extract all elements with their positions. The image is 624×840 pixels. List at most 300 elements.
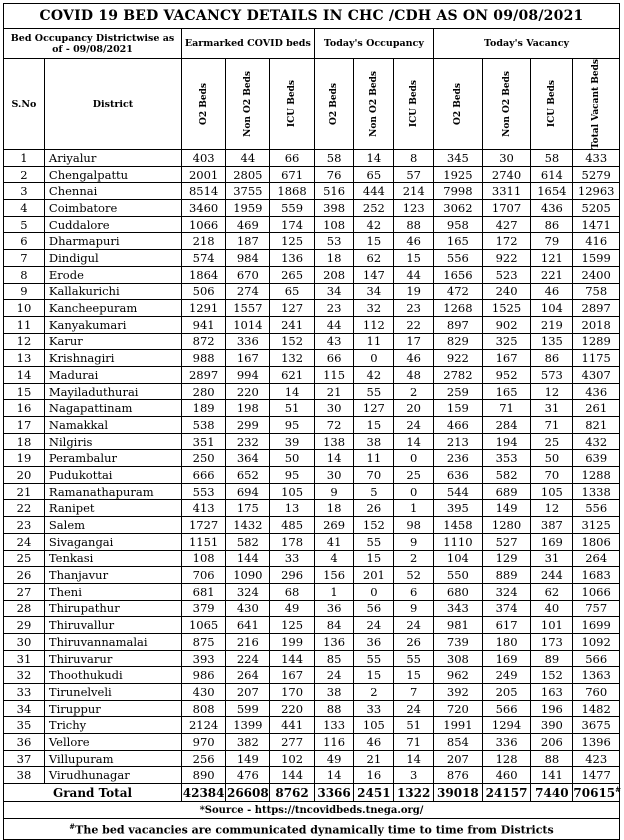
- earmarked-o2-cell: 2897: [182, 366, 226, 383]
- vacancy-icu-cell: 219: [531, 316, 573, 333]
- occupancy-non-o2-cell: 33: [354, 700, 394, 717]
- vacancy-o2-cell: 308: [434, 650, 483, 667]
- vacancy-non-o2-cell: 1525: [482, 300, 531, 317]
- occupancy-non-o2-cell: 15: [354, 233, 394, 250]
- earmarked-o2-cell: 970: [182, 734, 226, 751]
- total-vacant-cell: 1066: [573, 583, 620, 600]
- total-vacant-header: Total Vacant Beds: [591, 59, 602, 150]
- vacancy-non-o2-cell: 566: [482, 700, 531, 717]
- district-cell: Chengalpattu: [44, 166, 181, 183]
- earmarked-icu-cell: 95: [270, 417, 314, 434]
- sno-cell: 16: [4, 400, 45, 417]
- vacancy-icu-cell: 1654: [531, 183, 573, 200]
- total-vacant-cell: 1092: [573, 633, 620, 650]
- district-header: District: [44, 59, 181, 150]
- vacancy-o2-cell: 207: [434, 750, 483, 767]
- vacancy-o2-cell: 1458: [434, 517, 483, 534]
- earmarked-non-o2-cell: 582: [226, 533, 270, 550]
- table-row: [4, 717, 620, 734]
- occupancy-non-o2-cell: 32: [354, 300, 394, 317]
- occupancy-icu-cell: 20: [394, 400, 434, 417]
- vacancy-icu-cell: 50: [531, 450, 573, 467]
- occupancy-non-o2-cell: 21: [354, 750, 394, 767]
- sno-cell: 8: [4, 266, 45, 283]
- earmarked-icu-cell: 144: [270, 650, 314, 667]
- district-cell: Vellore: [44, 734, 181, 751]
- occupancy-o2-cell: 30: [314, 400, 354, 417]
- earmarked-non-o2-cell: 984: [226, 250, 270, 267]
- occupancy-non-o2-cell: 38: [354, 433, 394, 450]
- vacancy-o2-cell: 1268: [434, 300, 483, 317]
- occupancy-icu-cell: 1: [394, 500, 434, 517]
- total-vacant-cell: 1289: [573, 333, 620, 350]
- earmarked-non-o2-cell: 382: [226, 734, 270, 751]
- occupancy-o2-cell: 43: [314, 333, 354, 350]
- occupancy-o2-cell: 24: [314, 667, 354, 684]
- vacancy-icu-cell: 163: [531, 684, 573, 701]
- total-vacant-cell: 2897: [573, 300, 620, 317]
- total-vacant-cell: 5279: [573, 166, 620, 183]
- vacancy-icu-cell: 58: [531, 150, 573, 167]
- earmarked-o2-cell: 393: [182, 650, 226, 667]
- sno-cell: 18: [4, 433, 45, 450]
- occupancy-non-o2-cell: 26: [354, 500, 394, 517]
- earmarked-icu-cell: 144: [270, 767, 314, 784]
- grand-total-label: Grand Total: [4, 784, 182, 802]
- vacancy-icu-cell: 62: [531, 583, 573, 600]
- occupancy-o2-cell: 85: [314, 650, 354, 667]
- earmarked-o2-cell: 218: [182, 233, 226, 250]
- sno-cell: 30: [4, 633, 45, 650]
- district-cell: Thoothukudi: [44, 667, 181, 684]
- table-row: [4, 366, 620, 383]
- earmarked-o2-cell: 2001: [182, 166, 226, 183]
- footnote-mark: #: [69, 821, 76, 831]
- vacancy-o2-cell: 556: [434, 250, 483, 267]
- occupancy-o2-cell: 398: [314, 200, 354, 217]
- vacancy-icu-cell: 387: [531, 517, 573, 534]
- bed-vacancy-sheet: [3, 3, 620, 840]
- occupancy-o2-cell: 44: [314, 316, 354, 333]
- earmarked-non-o2-cell: 1399: [226, 717, 270, 734]
- district-cell: Pudukottai: [44, 467, 181, 484]
- earmarked-icu-cell: 132: [270, 350, 314, 367]
- earmarked-o2-cell: 3460: [182, 200, 226, 217]
- occupancy-non-o2-cell: 42: [354, 216, 394, 233]
- occupancy-o2-cell: 1: [314, 583, 354, 600]
- district-cell: Ariyalur: [44, 150, 181, 167]
- sno-cell: 14: [4, 366, 45, 383]
- earmarked-non-o2-cell: 336: [226, 333, 270, 350]
- vacancy-icu-cell: 121: [531, 250, 573, 267]
- district-cell: Chennai: [44, 183, 181, 200]
- earmarked-o2-cell: 681: [182, 583, 226, 600]
- vacancy-icu-cell: 86: [531, 216, 573, 233]
- occupancy-non-o2-cell: 0: [354, 583, 394, 600]
- occupancy-o2-cell: 88: [314, 700, 354, 717]
- vacancy-o2-cell: 958: [434, 216, 483, 233]
- earmarked-o2-cell: 351: [182, 433, 226, 450]
- sno-cell: 5: [4, 216, 45, 233]
- vacancy-icu-cell: 221: [531, 266, 573, 283]
- earmarked-o2-cell: 875: [182, 633, 226, 650]
- table-row: [4, 150, 620, 167]
- earmarked-non-o2-cell: 198: [226, 400, 270, 417]
- earmarked-icu-cell: 33: [270, 550, 314, 567]
- vacancy-non-o2-cell: 689: [482, 483, 531, 500]
- total-vacant-cell: 3125: [573, 517, 620, 534]
- sno-cell: 13: [4, 350, 45, 367]
- occupancy-o2-cell: 36: [314, 600, 354, 617]
- occupancy-non-o2-cell: 34: [354, 283, 394, 300]
- earmarked-icu-cell: 174: [270, 216, 314, 233]
- sno-cell: 32: [4, 667, 45, 684]
- earmarked-o2-cell: 250: [182, 450, 226, 467]
- total-cell: 2451: [354, 784, 394, 802]
- earmarked-icu-cell: 671: [270, 166, 314, 183]
- earmarked-non-o2-cell: 274: [226, 283, 270, 300]
- earmarked-icu-cell: 66: [270, 150, 314, 167]
- earmarked-icu-cell: 277: [270, 734, 314, 751]
- table-row: [4, 350, 620, 367]
- vacancy-icu-cell: 12: [531, 500, 573, 517]
- earmarked-non-o2-cell: 476: [226, 767, 270, 784]
- earmarked-icu-cell: 485: [270, 517, 314, 534]
- table-row: [4, 417, 620, 434]
- occupancy-icu-cell: 9: [394, 600, 434, 617]
- table-row: [4, 383, 620, 400]
- occupancy-o2-cell: 18: [314, 500, 354, 517]
- earmarked-icu-cell: 199: [270, 633, 314, 650]
- sno-cell: 29: [4, 617, 45, 634]
- earmarked-icu-cell: 167: [270, 667, 314, 684]
- total-cell: 39018: [434, 784, 483, 802]
- vacancy-non-o2-cell: 240: [482, 283, 531, 300]
- table-row: [4, 650, 620, 667]
- vacancy-icu-cell: 436: [531, 200, 573, 217]
- vacancy-non-o2-cell: 374: [482, 600, 531, 617]
- district-cell: Thiruvallur: [44, 617, 181, 634]
- total-vacant-cell: 1477: [573, 767, 620, 784]
- vacancy-non-o2-cell: 71: [482, 400, 531, 417]
- district-cell: Krishnagiri: [44, 350, 181, 367]
- vacancy-o2-cell: 236: [434, 450, 483, 467]
- district-cell: Karur: [44, 333, 181, 350]
- vacancy-icu-cell: 173: [531, 633, 573, 650]
- earmarked-icu-cell: 1868: [270, 183, 314, 200]
- vacancy-o2-cell: 466: [434, 417, 483, 434]
- table-row: [4, 316, 620, 333]
- occupancy-o2-cell: 41: [314, 533, 354, 550]
- total-cell: 7440: [531, 784, 573, 802]
- vacancy-non-o2-cell: 582: [482, 467, 531, 484]
- occupancy-icu-cell: 25: [394, 467, 434, 484]
- earmarked-icu-cell: 102: [270, 750, 314, 767]
- occupancy-icu-cell: 3: [394, 767, 434, 784]
- vacancy-o2-cell: 159: [434, 400, 483, 417]
- total-cell: [573, 784, 620, 802]
- earmarked-non-o2-cell: 3755: [226, 183, 270, 200]
- occupancy-o2-cell: 21: [314, 383, 354, 400]
- vacancy-icu-cell: 101: [531, 617, 573, 634]
- district-cell: Thirupathur: [44, 600, 181, 617]
- vacancy-non-o2-cell: 249: [482, 667, 531, 684]
- occupancy-non-o2-cell: 15: [354, 667, 394, 684]
- vacancy-o2-cell: 1925: [434, 166, 483, 183]
- vacancy-o2-cell: 829: [434, 333, 483, 350]
- total-footnote-mark: #: [615, 785, 622, 795]
- total-vacant-cell: 436: [573, 383, 620, 400]
- vacancy-o2-cell: 550: [434, 567, 483, 584]
- earmarked-icu-cell: 14: [270, 383, 314, 400]
- earmarked-non-o2-cell: 44: [226, 150, 270, 167]
- occupancy-o2-cell: 9: [314, 483, 354, 500]
- total-cell: 42384: [182, 785, 225, 800]
- earmarked-o2-cell: 872: [182, 333, 226, 350]
- occupancy-o2-cell: 138: [314, 433, 354, 450]
- earmarked-o2-cell: 108: [182, 550, 226, 567]
- earmarked-icu-cell: 296: [270, 567, 314, 584]
- occupancy-icu-cell: 46: [394, 350, 434, 367]
- vacancy-o2-cell: 876: [434, 767, 483, 784]
- earmarked-o2-cell: 2124: [182, 717, 226, 734]
- sno-cell: 6: [4, 233, 45, 250]
- sno-cell: 23: [4, 517, 45, 534]
- district-cell: Theni: [44, 583, 181, 600]
- occupancy-icu-header: ICU Beds: [408, 80, 419, 128]
- district-cell: Nilgiris: [44, 433, 181, 450]
- vacancy-o2-cell: 854: [434, 734, 483, 751]
- district-cell: Ramanathapuram: [44, 483, 181, 500]
- vacancy-o2-cell: 7998: [434, 183, 483, 200]
- total-vacant-cell: 1175: [573, 350, 620, 367]
- district-cell: Erode: [44, 266, 181, 283]
- earmarked-non-o2-cell: 1432: [226, 517, 270, 534]
- occupancy-o2-cell: 23: [314, 300, 354, 317]
- vacancy-non-o2-header: Non O2 Beds: [501, 71, 512, 137]
- vacancy-o2-cell: 636: [434, 467, 483, 484]
- earmarked-o2-cell: 403: [182, 150, 226, 167]
- vacancy-icu-cell: 135: [531, 333, 573, 350]
- table-row: [4, 667, 620, 684]
- district-cell: Kanyakumari: [44, 316, 181, 333]
- grand-total-row: [4, 784, 620, 802]
- occupancy-icu-cell: 98: [394, 517, 434, 534]
- earmarked-non-o2-cell: 216: [226, 633, 270, 650]
- earmarked-o2-cell: 379: [182, 600, 226, 617]
- occupancy-o2-cell: 116: [314, 734, 354, 751]
- occupancy-non-o2-cell: 24: [354, 617, 394, 634]
- table-row: [4, 166, 620, 183]
- occupancy-non-o2-header: Non O2 Beds: [368, 71, 379, 137]
- total-vacant-cell: 433: [573, 150, 620, 167]
- vacancy-non-o2-cell: 952: [482, 366, 531, 383]
- earmarked-o2-cell: 553: [182, 483, 226, 500]
- todays-occupancy-header: Today's Occupancy: [314, 29, 433, 59]
- vacancy-non-o2-cell: 1707: [482, 200, 531, 217]
- occupancy-icu-cell: 14: [394, 750, 434, 767]
- occupancy-o2-cell: 156: [314, 567, 354, 584]
- occupancy-o2-cell: 66: [314, 350, 354, 367]
- occupancy-icu-cell: 15: [394, 667, 434, 684]
- vacancy-non-o2-cell: 167: [482, 350, 531, 367]
- occupancy-o2-cell: 133: [314, 717, 354, 734]
- occupancy-non-o2-cell: 112: [354, 316, 394, 333]
- earmarked-non-o2-cell: 149: [226, 750, 270, 767]
- total-vacant-cell: 3675: [573, 717, 620, 734]
- table-row: [4, 266, 620, 283]
- occupancy-icu-cell: 0: [394, 483, 434, 500]
- total-cell: 24157: [482, 784, 531, 802]
- occupancy-non-o2-cell: 2: [354, 684, 394, 701]
- occupancy-icu-cell: 2: [394, 550, 434, 567]
- occupancy-non-o2-cell: 147: [354, 266, 394, 283]
- total-vacant-cell: 1471: [573, 216, 620, 233]
- vacancy-icu-cell: 196: [531, 700, 573, 717]
- earmarked-non-o2-cell: 299: [226, 417, 270, 434]
- total-vacant-cell: 1699: [573, 617, 620, 634]
- table-row: [4, 183, 620, 200]
- district-cell: Trichy: [44, 717, 181, 734]
- vacancy-o2-cell: 922: [434, 350, 483, 367]
- vacancy-non-o2-cell: 172: [482, 233, 531, 250]
- vacancy-non-o2-cell: 523: [482, 266, 531, 283]
- table-row: [4, 200, 620, 217]
- district-cell: Salem: [44, 517, 181, 534]
- earmarked-icu-header: ICU Beds: [287, 80, 298, 128]
- vacancy-non-o2-cell: 30: [482, 150, 531, 167]
- vacancy-icu-cell: 31: [531, 550, 573, 567]
- occupancy-o2-cell: 30: [314, 467, 354, 484]
- occupancy-non-o2-cell: 0: [354, 350, 394, 367]
- occupancy-non-o2-cell: 444: [354, 183, 394, 200]
- vacancy-icu-cell: 71: [531, 417, 573, 434]
- vacancy-icu-cell: 390: [531, 717, 573, 734]
- occupancy-o2-cell: 516: [314, 183, 354, 200]
- earmarked-non-o2-cell: 469: [226, 216, 270, 233]
- occupancy-icu-cell: 57: [394, 166, 434, 183]
- total-vacant-cell: 2400: [573, 266, 620, 283]
- bed-vacancy-table: [3, 3, 620, 840]
- earmarked-non-o2-cell: 1014: [226, 316, 270, 333]
- total-vacant-cell: 1683: [573, 567, 620, 584]
- occupancy-non-o2-cell: 152: [354, 517, 394, 534]
- sno-cell: 12: [4, 333, 45, 350]
- total-vacant-cell: 1288: [573, 467, 620, 484]
- total-vacant-cell: 261: [573, 400, 620, 417]
- vacancy-non-o2-cell: 1280: [482, 517, 531, 534]
- earmarked-o2-cell: 1066: [182, 216, 226, 233]
- occupancy-non-o2-cell: 14: [354, 150, 394, 167]
- occupancy-icu-cell: 19: [394, 283, 434, 300]
- sno-cell: 3: [4, 183, 45, 200]
- vacancy-non-o2-cell: 149: [482, 500, 531, 517]
- occupancy-icu-cell: 2: [394, 383, 434, 400]
- vacancy-o2-cell: 345: [434, 150, 483, 167]
- occupancy-o2-cell: 72: [314, 417, 354, 434]
- earmarked-icu-cell: 127: [270, 300, 314, 317]
- sno-cell: 26: [4, 567, 45, 584]
- table-row: [4, 700, 620, 717]
- earmarked-o2-cell: 1291: [182, 300, 226, 317]
- district-cell: Perambalur: [44, 450, 181, 467]
- vacancy-non-o2-cell: 284: [482, 417, 531, 434]
- vacancy-o2-header: O2 Beds: [452, 83, 463, 125]
- occupancy-non-o2-cell: 46: [354, 734, 394, 751]
- sno-cell: 7: [4, 250, 45, 267]
- table-row: [4, 750, 620, 767]
- occupancy-non-o2-cell: 56: [354, 600, 394, 617]
- vacancy-non-o2-cell: 617: [482, 617, 531, 634]
- occupancy-non-o2-cell: 127: [354, 400, 394, 417]
- occupancy-o2-cell: 84: [314, 617, 354, 634]
- sno-cell: 9: [4, 283, 45, 300]
- vacancy-icu-cell: 614: [531, 166, 573, 183]
- earmarked-o2-cell: 986: [182, 667, 226, 684]
- district-cell: Dindigul: [44, 250, 181, 267]
- district-rows: [4, 150, 620, 784]
- district-cell: Madurai: [44, 366, 181, 383]
- district-cell: Cuddalore: [44, 216, 181, 233]
- sno-cell: 31: [4, 650, 45, 667]
- vacancy-non-o2-cell: 2740: [482, 166, 531, 183]
- earmarked-icu-cell: 265: [270, 266, 314, 283]
- earmarked-icu-cell: 136: [270, 250, 314, 267]
- occupancy-icu-cell: 0: [394, 450, 434, 467]
- footnote: [4, 819, 620, 840]
- table-row: [4, 433, 620, 450]
- table-row: [4, 517, 620, 534]
- earmarked-o2-cell: 890: [182, 767, 226, 784]
- occupancy-non-o2-cell: 105: [354, 717, 394, 734]
- occupancy-icu-cell: 22: [394, 316, 434, 333]
- district-cell: Thiruvarur: [44, 650, 181, 667]
- occupancy-o2-cell: 18: [314, 250, 354, 267]
- table-row: [4, 533, 620, 550]
- sno-cell: 38: [4, 767, 45, 784]
- occupancy-non-o2-cell: 42: [354, 366, 394, 383]
- sno-cell: 20: [4, 467, 45, 484]
- sno-header: S.No: [4, 59, 45, 150]
- earmarked-header: Earmarked COVID beds: [182, 29, 315, 59]
- district-cell: Nagapattinam: [44, 400, 181, 417]
- earmarked-o2-cell: 538: [182, 417, 226, 434]
- vacancy-non-o2-cell: 194: [482, 433, 531, 450]
- total-vacant-cell: 12963: [573, 183, 620, 200]
- table-row: [4, 300, 620, 317]
- sno-cell: 4: [4, 200, 45, 217]
- sno-cell: 11: [4, 316, 45, 333]
- district-cell: Thanjavur: [44, 567, 181, 584]
- vacancy-icu-cell: 25: [531, 433, 573, 450]
- earmarked-o2-cell: 1065: [182, 617, 226, 634]
- vacancy-non-o2-cell: 325: [482, 333, 531, 350]
- total-cell: 3366: [314, 784, 354, 802]
- vacancy-o2-cell: 104: [434, 550, 483, 567]
- vacancy-non-o2-cell: 165: [482, 383, 531, 400]
- earmarked-o2-cell: 189: [182, 400, 226, 417]
- earmarked-o2-cell: 280: [182, 383, 226, 400]
- occupancy-icu-cell: 24: [394, 700, 434, 717]
- earmarked-non-o2-cell: 430: [226, 600, 270, 617]
- vacancy-non-o2-cell: 336: [482, 734, 531, 751]
- earmarked-icu-cell: 178: [270, 533, 314, 550]
- district-cell: Ranipet: [44, 500, 181, 517]
- occupancy-non-o2-cell: 16: [354, 767, 394, 784]
- district-cell: Dharmapuri: [44, 233, 181, 250]
- sno-cell: 15: [4, 383, 45, 400]
- sno-cell: 17: [4, 417, 45, 434]
